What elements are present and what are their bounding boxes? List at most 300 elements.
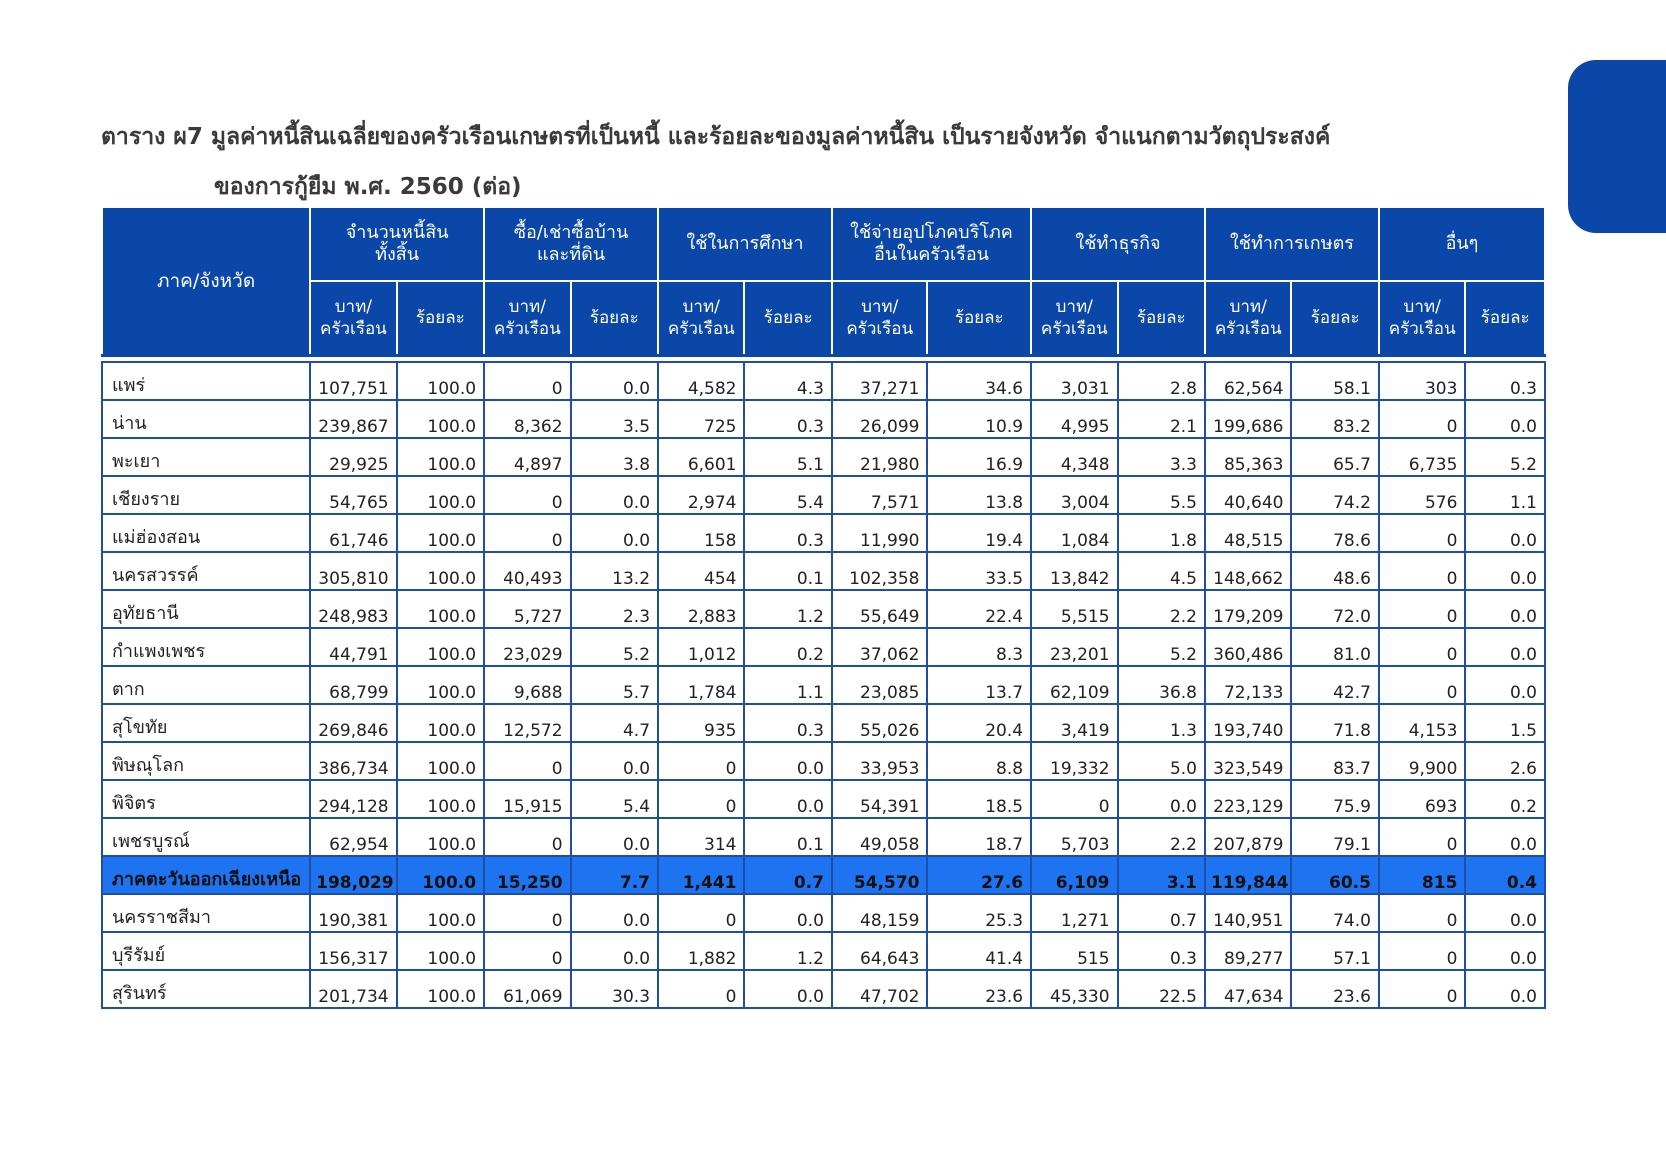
- percent-value-cell: 0.0: [571, 742, 658, 780]
- baht-value-cell: 54,570: [832, 856, 928, 894]
- percent-value-cell: 18.5: [927, 780, 1031, 818]
- baht-value-cell: 693: [1379, 780, 1465, 818]
- table-row: [102, 514, 1545, 552]
- percent-value-cell: 3.8: [571, 438, 658, 476]
- baht-value-cell: 15,915: [484, 780, 570, 818]
- percent-value-cell: 1.1: [1465, 476, 1545, 514]
- percent-header: ร้อยละ: [1118, 281, 1205, 356]
- percent-header: ร้อยละ: [397, 281, 484, 356]
- percent-value-cell: 0.3: [1118, 932, 1205, 970]
- table-header: [102, 207, 1545, 356]
- percent-value-cell: 78.6: [1291, 514, 1378, 552]
- baht-value-cell: 119,844: [1205, 856, 1291, 894]
- baht-value-cell: 6,735: [1379, 438, 1465, 476]
- baht-value-cell: 64,643: [832, 932, 928, 970]
- percent-value-cell: 0.7: [744, 856, 831, 894]
- household-unit-label: ครัวเรือน: [319, 319, 387, 339]
- table-row: [102, 742, 1545, 780]
- baht-unit-label: บาท/: [1229, 297, 1267, 317]
- baht-value-cell: 305,810: [310, 552, 396, 590]
- baht-value-cell: 0: [1379, 628, 1465, 666]
- province-name: กำแพงเพชร: [102, 628, 310, 666]
- debt-table: [101, 206, 1546, 1009]
- baht-value-cell: 0: [1379, 400, 1465, 438]
- province-name: ภาคตะวันออกเฉียงเหนือ: [102, 856, 310, 894]
- percent-value-cell: 60.5: [1291, 856, 1378, 894]
- province-name: น่าน: [102, 400, 310, 438]
- percent-value-cell: 0.1: [744, 552, 831, 590]
- baht-value-cell: 47,634: [1205, 970, 1291, 1008]
- baht-value-cell: 54,391: [832, 780, 928, 818]
- percent-value-cell: 0.0: [1465, 552, 1545, 590]
- percent-value-cell: 0.0: [571, 894, 658, 932]
- baht-value-cell: 576: [1379, 476, 1465, 514]
- baht-value-cell: 4,348: [1031, 438, 1117, 476]
- table-row: [102, 818, 1545, 856]
- baht-value-cell: 198,029: [310, 856, 396, 894]
- baht-value-cell: 23,201: [1031, 628, 1117, 666]
- percent-value-cell: 75.9: [1291, 780, 1378, 818]
- percent-header: ร้อยละ: [1465, 281, 1545, 356]
- group-header-line1: ใช้ทำการเกษตร: [1230, 233, 1354, 254]
- baht-value-cell: 0: [484, 362, 570, 400]
- percent-value-cell: 0.0: [571, 818, 658, 856]
- baht-value-cell: 179,209: [1205, 590, 1291, 628]
- baht-value-cell: 0: [658, 742, 744, 780]
- baht-value-cell: 207,879: [1205, 818, 1291, 856]
- percent-value-cell: 58.1: [1291, 362, 1378, 400]
- percent-value-cell: 1.5: [1465, 704, 1545, 742]
- percent-value-cell: 0.0: [1465, 666, 1545, 704]
- baht-value-cell: 3,419: [1031, 704, 1117, 742]
- percent-value-cell: 23.6: [1291, 970, 1378, 1008]
- baht-value-cell: 140,951: [1205, 894, 1291, 932]
- side-tab-marker: [1568, 60, 1666, 233]
- baht-value-cell: 23,029: [484, 628, 570, 666]
- table-title-line1: ตาราง ผ7 มูลค่าหนี้สินเฉลี่ยของครัวเรือนเกษตรที่เป็นหนี้ และร้อยละของมูลค่าหนี้สิน เป็นรายจังหวัด จำแนกตามวัตถุประสงค์: [101, 124, 1331, 150]
- baht-value-cell: 294,128: [310, 780, 396, 818]
- baht-value-cell: 0: [1379, 590, 1465, 628]
- baht-value-cell: 72,133: [1205, 666, 1291, 704]
- percent-value-cell: 100.0: [397, 742, 484, 780]
- baht-value-cell: 239,867: [310, 400, 396, 438]
- baht-value-cell: 935: [658, 704, 744, 742]
- baht-value-cell: 61,069: [484, 970, 570, 1008]
- group-header: [484, 207, 658, 281]
- percent-value-cell: 2.6: [1465, 742, 1545, 780]
- percent-value-cell: 1.2: [744, 590, 831, 628]
- table-row: [102, 438, 1545, 476]
- baht-value-cell: 4,153: [1379, 704, 1465, 742]
- household-unit-label: ครัวเรือน: [1214, 319, 1282, 339]
- baht-value-cell: 48,159: [832, 894, 928, 932]
- percent-value-cell: 100.0: [397, 514, 484, 552]
- group-header: [310, 207, 484, 281]
- percent-value-cell: 5.5: [1118, 476, 1205, 514]
- baht-value-cell: 29,925: [310, 438, 396, 476]
- baht-value-cell: 37,062: [832, 628, 928, 666]
- baht-value-cell: 62,564: [1205, 362, 1291, 400]
- baht-value-cell: 199,686: [1205, 400, 1291, 438]
- percent-value-cell: 0.0: [1465, 818, 1545, 856]
- baht-value-cell: 26,099: [832, 400, 928, 438]
- percent-value-cell: 0.0: [1465, 590, 1545, 628]
- baht-value-cell: 23,085: [832, 666, 928, 704]
- percent-value-cell: 100.0: [397, 856, 484, 894]
- household-unit-label: ครัวเรือน: [1388, 319, 1456, 339]
- province-name: พะเยา: [102, 438, 310, 476]
- percent-value-cell: 65.7: [1291, 438, 1378, 476]
- baht-value-cell: 13,842: [1031, 552, 1117, 590]
- percent-value-cell: 5.4: [744, 476, 831, 514]
- baht-value-cell: 102,358: [832, 552, 928, 590]
- percent-value-cell: 8.3: [927, 628, 1031, 666]
- percent-value-cell: 3.5: [571, 400, 658, 438]
- baht-value-cell: 48,515: [1205, 514, 1291, 552]
- percent-value-cell: 0.0: [571, 932, 658, 970]
- baht-value-cell: 37,271: [832, 362, 928, 400]
- percent-value-cell: 22.4: [927, 590, 1031, 628]
- percent-value-cell: 1.2: [744, 932, 831, 970]
- baht-value-cell: 0: [484, 742, 570, 780]
- province-name: สุโขทัย: [102, 704, 310, 742]
- table-row: [102, 362, 1545, 400]
- percent-value-cell: 0.1: [744, 818, 831, 856]
- baht-value-cell: 40,640: [1205, 476, 1291, 514]
- percent-value-cell: 20.4: [927, 704, 1031, 742]
- percent-value-cell: 100.0: [397, 818, 484, 856]
- percent-value-cell: 0.0: [1118, 780, 1205, 818]
- baht-value-cell: 454: [658, 552, 744, 590]
- baht-value-cell: 193,740: [1205, 704, 1291, 742]
- baht-value-cell: 360,486: [1205, 628, 1291, 666]
- baht-value-cell: 55,649: [832, 590, 928, 628]
- baht-value-cell: 55,026: [832, 704, 928, 742]
- baht-per-household-header: [1205, 281, 1291, 356]
- table-title-line2: ของการกู้ยืม พ.ศ. 2560 (ต่อ): [214, 174, 522, 200]
- baht-value-cell: 0: [658, 780, 744, 818]
- baht-per-household-header: [832, 281, 928, 356]
- baht-value-cell: 49,058: [832, 818, 928, 856]
- table-row: [102, 932, 1545, 970]
- percent-value-cell: 4.3: [744, 362, 831, 400]
- group-header: [1379, 207, 1545, 281]
- baht-value-cell: 0: [484, 894, 570, 932]
- province-name: พิษณุโลก: [102, 742, 310, 780]
- percent-value-cell: 30.3: [571, 970, 658, 1008]
- baht-value-cell: 7,571: [832, 476, 928, 514]
- percent-value-cell: 25.3: [927, 894, 1031, 932]
- baht-value-cell: 9,688: [484, 666, 570, 704]
- percent-value-cell: 1.3: [1118, 704, 1205, 742]
- percent-header: ร้อยละ: [927, 281, 1031, 356]
- baht-value-cell: 0: [1031, 780, 1117, 818]
- province-name: พิจิตร: [102, 780, 310, 818]
- province-name: อุทัยธานี: [102, 590, 310, 628]
- province-name: บุรีรัมย์: [102, 932, 310, 970]
- baht-value-cell: 19,332: [1031, 742, 1117, 780]
- baht-value-cell: 1,012: [658, 628, 744, 666]
- household-unit-label: ครัวเรือน: [667, 319, 735, 339]
- baht-per-household-header: [1031, 281, 1117, 356]
- percent-value-cell: 0.0: [744, 742, 831, 780]
- baht-value-cell: 158: [658, 514, 744, 552]
- percent-value-cell: 74.2: [1291, 476, 1378, 514]
- percent-value-cell: 0.0: [1465, 400, 1545, 438]
- percent-value-cell: 100.0: [397, 780, 484, 818]
- household-unit-label: ครัวเรือน: [1040, 319, 1108, 339]
- percent-value-cell: 34.6: [927, 362, 1031, 400]
- percent-value-cell: 79.1: [1291, 818, 1378, 856]
- group-header: [1205, 207, 1379, 281]
- percent-value-cell: 72.0: [1291, 590, 1378, 628]
- baht-value-cell: 515: [1031, 932, 1117, 970]
- baht-value-cell: 0: [1379, 932, 1465, 970]
- table-row: [102, 590, 1545, 628]
- baht-value-cell: 89,277: [1205, 932, 1291, 970]
- baht-value-cell: 15,250: [484, 856, 570, 894]
- baht-value-cell: 269,846: [310, 704, 396, 742]
- baht-value-cell: 0: [1379, 894, 1465, 932]
- baht-value-cell: 68,799: [310, 666, 396, 704]
- percent-value-cell: 0.0: [744, 894, 831, 932]
- percent-value-cell: 1.1: [744, 666, 831, 704]
- province-name: แพร่: [102, 362, 310, 400]
- percent-value-cell: 0.4: [1465, 856, 1545, 894]
- baht-value-cell: 156,317: [310, 932, 396, 970]
- percent-value-cell: 10.9: [927, 400, 1031, 438]
- group-header-line2: ทั้งสิ้น: [375, 244, 420, 265]
- baht-value-cell: 6,601: [658, 438, 744, 476]
- percent-value-cell: 0.0: [571, 476, 658, 514]
- percent-value-cell: 5.4: [571, 780, 658, 818]
- baht-value-cell: 0: [1379, 970, 1465, 1008]
- percent-value-cell: 8.8: [927, 742, 1031, 780]
- table-row: [102, 780, 1545, 818]
- group-header-line1: ใช้ในการศึกษา: [686, 233, 804, 254]
- baht-value-cell: 0: [1379, 818, 1465, 856]
- baht-value-cell: 54,765: [310, 476, 396, 514]
- baht-value-cell: 40,493: [484, 552, 570, 590]
- household-unit-label: ครัวเรือน: [846, 319, 914, 339]
- percent-value-cell: 100.0: [397, 666, 484, 704]
- baht-per-household-header: [658, 281, 744, 356]
- province-name: นครราชสีมา: [102, 894, 310, 932]
- percent-value-cell: 4.7: [571, 704, 658, 742]
- percent-value-cell: 0.0: [744, 970, 831, 1008]
- percent-value-cell: 19.4: [927, 514, 1031, 552]
- percent-value-cell: 0.2: [744, 628, 831, 666]
- baht-per-household-header: [484, 281, 570, 356]
- baht-unit-label: บาท/: [682, 297, 720, 317]
- percent-value-cell: 2.1: [1118, 400, 1205, 438]
- baht-unit-label: บาท/: [334, 297, 373, 317]
- percent-value-cell: 18.7: [927, 818, 1031, 856]
- percent-value-cell: 4.5: [1118, 552, 1205, 590]
- baht-value-cell: 2,883: [658, 590, 744, 628]
- percent-value-cell: 0.0: [1465, 970, 1545, 1008]
- region-total-row: [102, 856, 1545, 894]
- baht-value-cell: 4,995: [1031, 400, 1117, 438]
- baht-value-cell: 107,751: [310, 362, 396, 400]
- percent-value-cell: 2.2: [1118, 590, 1205, 628]
- percent-value-cell: 13.8: [927, 476, 1031, 514]
- baht-value-cell: 3,004: [1031, 476, 1117, 514]
- percent-value-cell: 0.0: [1465, 514, 1545, 552]
- percent-value-cell: 5.1: [744, 438, 831, 476]
- percent-value-cell: 0.0: [1465, 628, 1545, 666]
- percent-value-cell: 100.0: [397, 970, 484, 1008]
- table-row: [102, 970, 1545, 1008]
- baht-value-cell: 1,441: [658, 856, 744, 894]
- baht-value-cell: 323,549: [1205, 742, 1291, 780]
- percent-value-cell: 100.0: [397, 932, 484, 970]
- table-row: [102, 400, 1545, 438]
- baht-value-cell: 4,897: [484, 438, 570, 476]
- percent-value-cell: 36.8: [1118, 666, 1205, 704]
- baht-value-cell: 1,882: [658, 932, 744, 970]
- baht-value-cell: 5,727: [484, 590, 570, 628]
- group-header-line1: จำนวนหนี้สิน: [345, 222, 449, 243]
- percent-header: ร้อยละ: [571, 281, 658, 356]
- percent-value-cell: 27.6: [927, 856, 1031, 894]
- percent-value-cell: 100.0: [397, 894, 484, 932]
- baht-value-cell: 2,974: [658, 476, 744, 514]
- percent-value-cell: 2.8: [1118, 362, 1205, 400]
- baht-value-cell: 8,362: [484, 400, 570, 438]
- percent-value-cell: 100.0: [397, 628, 484, 666]
- baht-value-cell: 0: [484, 514, 570, 552]
- group-header: [1031, 207, 1205, 281]
- percent-value-cell: 2.3: [571, 590, 658, 628]
- baht-value-cell: 62,109: [1031, 666, 1117, 704]
- province-name: สุรินทร์: [102, 970, 310, 1008]
- baht-value-cell: 223,129: [1205, 780, 1291, 818]
- percent-value-cell: 3.1: [1118, 856, 1205, 894]
- table-row: [102, 704, 1545, 742]
- table-row: [102, 628, 1545, 666]
- baht-value-cell: 45,330: [1031, 970, 1117, 1008]
- baht-value-cell: 0: [484, 932, 570, 970]
- percent-value-cell: 33.5: [927, 552, 1031, 590]
- percent-value-cell: 0.3: [744, 400, 831, 438]
- percent-value-cell: 7.7: [571, 856, 658, 894]
- percent-value-cell: 0.0: [744, 780, 831, 818]
- baht-unit-label: บาท/: [1055, 297, 1093, 317]
- baht-value-cell: 148,662: [1205, 552, 1291, 590]
- baht-value-cell: 61,746: [310, 514, 396, 552]
- percent-value-cell: 0.0: [1465, 932, 1545, 970]
- baht-value-cell: 21,980: [832, 438, 928, 476]
- percent-value-cell: 0.0: [1465, 894, 1545, 932]
- baht-value-cell: 0: [484, 818, 570, 856]
- baht-value-cell: 11,990: [832, 514, 928, 552]
- percent-header: ร้อยละ: [744, 281, 831, 356]
- baht-value-cell: 33,953: [832, 742, 928, 780]
- table-row: [102, 894, 1545, 932]
- percent-value-cell: 100.0: [397, 552, 484, 590]
- group-header-line1: อื่นๆ: [1445, 233, 1479, 254]
- group-header-line2: อื่นในครัวเรือน: [874, 244, 989, 265]
- baht-value-cell: 0: [484, 476, 570, 514]
- percent-value-cell: 0.3: [1465, 362, 1545, 400]
- baht-unit-label: บาท/: [508, 297, 546, 317]
- percent-value-cell: 5.7: [571, 666, 658, 704]
- percent-value-cell: 0.3: [744, 704, 831, 742]
- baht-value-cell: 12,572: [484, 704, 570, 742]
- table-row: [102, 666, 1545, 704]
- baht-value-cell: 9,900: [1379, 742, 1465, 780]
- baht-value-cell: 85,363: [1205, 438, 1291, 476]
- percent-value-cell: 74.0: [1291, 894, 1378, 932]
- percent-value-cell: 0.7: [1118, 894, 1205, 932]
- percent-value-cell: 0.3: [744, 514, 831, 552]
- baht-value-cell: 44,791: [310, 628, 396, 666]
- group-header-line1: ใช้ทำธุรกิจ: [1075, 233, 1161, 254]
- percent-value-cell: 22.5: [1118, 970, 1205, 1008]
- percent-value-cell: 13.2: [571, 552, 658, 590]
- baht-value-cell: 5,515: [1031, 590, 1117, 628]
- household-unit-label: ครัวเรือน: [493, 319, 561, 339]
- percent-value-cell: 81.0: [1291, 628, 1378, 666]
- percent-value-cell: 48.6: [1291, 552, 1378, 590]
- percent-value-cell: 13.7: [927, 666, 1031, 704]
- percent-value-cell: 100.0: [397, 476, 484, 514]
- percent-value-cell: 23.6: [927, 970, 1031, 1008]
- baht-value-cell: 314: [658, 818, 744, 856]
- percent-value-cell: 100.0: [397, 704, 484, 742]
- baht-value-cell: 1,784: [658, 666, 744, 704]
- baht-value-cell: 1,084: [1031, 514, 1117, 552]
- baht-value-cell: 0: [1379, 552, 1465, 590]
- percent-value-cell: 57.1: [1291, 932, 1378, 970]
- percent-value-cell: 100.0: [397, 362, 484, 400]
- baht-value-cell: 62,954: [310, 818, 396, 856]
- group-header-line2: และที่ดิน: [536, 244, 606, 265]
- baht-value-cell: 5,703: [1031, 818, 1117, 856]
- province-name: ตาก: [102, 666, 310, 704]
- percent-header: ร้อยละ: [1291, 281, 1378, 356]
- group-header-line1: ใช้จ่ายอุปโภคบริโภค: [850, 222, 1013, 243]
- percent-value-cell: 5.0: [1118, 742, 1205, 780]
- table-row: [102, 552, 1545, 590]
- percent-value-cell: 5.2: [1465, 438, 1545, 476]
- baht-value-cell: 6,109: [1031, 856, 1117, 894]
- percent-value-cell: 0.2: [1465, 780, 1545, 818]
- percent-value-cell: 100.0: [397, 438, 484, 476]
- baht-unit-label: บาท/: [861, 297, 899, 317]
- table-body: [102, 356, 1545, 1009]
- baht-value-cell: 190,381: [310, 894, 396, 932]
- percent-value-cell: 2.2: [1118, 818, 1205, 856]
- baht-value-cell: 248,983: [310, 590, 396, 628]
- percent-value-cell: 100.0: [397, 400, 484, 438]
- baht-value-cell: 1,271: [1031, 894, 1117, 932]
- percent-value-cell: 1.8: [1118, 514, 1205, 552]
- percent-value-cell: 0.0: [571, 514, 658, 552]
- province-name: แม่ฮ่องสอน: [102, 514, 310, 552]
- percent-value-cell: 71.8: [1291, 704, 1378, 742]
- baht-value-cell: 815: [1379, 856, 1465, 894]
- percent-value-cell: 83.7: [1291, 742, 1378, 780]
- baht-value-cell: 0: [1379, 666, 1465, 704]
- baht-value-cell: 0: [1379, 514, 1465, 552]
- group-header: [658, 207, 832, 281]
- percent-value-cell: 41.4: [927, 932, 1031, 970]
- baht-value-cell: 303: [1379, 362, 1465, 400]
- province-name: นครสวรรค์: [102, 552, 310, 590]
- table-row: [102, 476, 1545, 514]
